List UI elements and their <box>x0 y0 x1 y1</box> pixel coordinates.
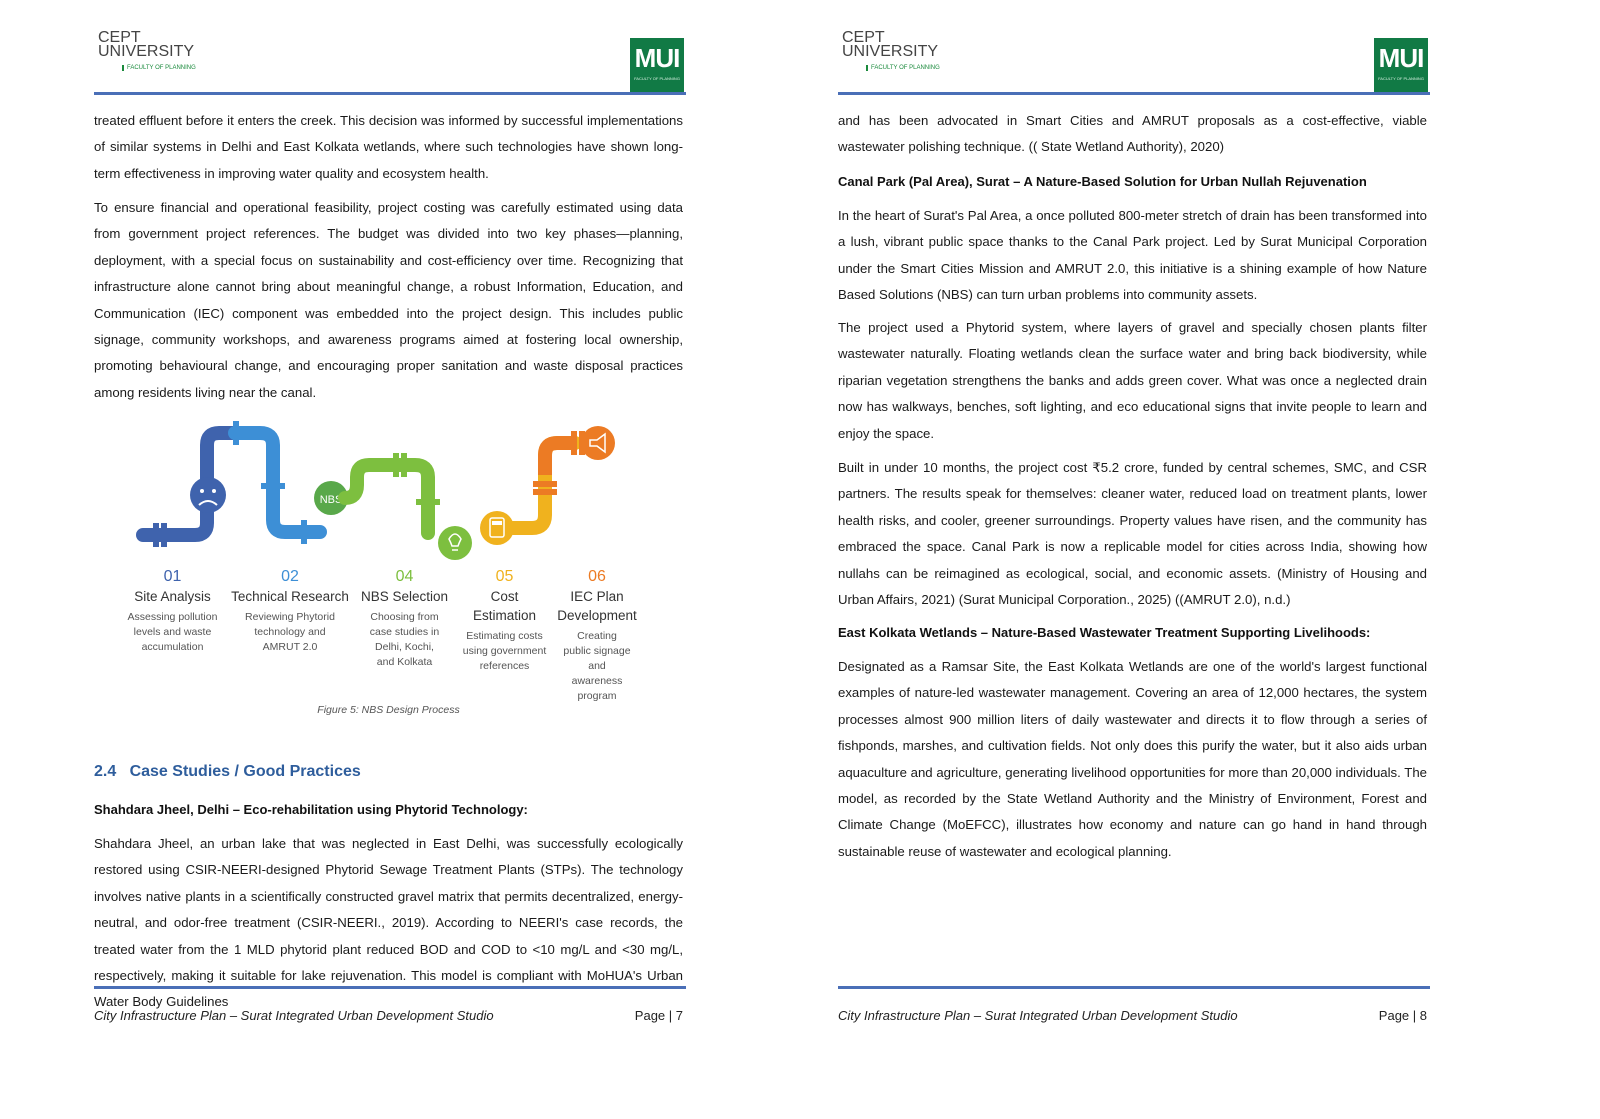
paragraph-canal-1: In the heart of Surat's Pal Area, a once polluted 800-meter stretch of drain has been transformed into a lush, vibrant public space thanks to the Canal Park project. Led by Surat Municipal Corporation under the Smart Cities Mission and AMRUT 2.0, this initiative is a shining example of how Nature Based Solutions (NBS) can turn urban problems into community assets. <box>838 208 1427 303</box>
paragraph-costing: To ensure financial and operational feasibility, project costing was carefully estimated using data from government project references. The budget was divided into two key phases—planning, deployment, with a special focus on sustainability and cost-efficiency over time. Recognizing that infrastructure alone cannot bring about meaningful change, a robust Information, Education, and Communication (IEC) component was embedded into the project design. This includes public signage, community workshops, and awareness programs aimed at fostering local ownership, promoting behavioural change, and encouraging proper sanitation and waste disposal practices among residents living near the canal. <box>94 200 683 400</box>
paragraph-canal-2: The project used a Phytorid system, where layers of gravel and specially chosen plants filter wastewater naturally. Floating wetlands clean the surface water and bring back biodiversity, while riparian vegetation strengthens the banks and adds green cover. What was once a neglected drain now has walkways, benches, soft lighting, and eco educational signs that invite people to learn and enjoy the space. <box>838 320 1427 441</box>
pipe-joint-9 <box>533 481 557 487</box>
paragraph-kolkata: Designated as a Ramsar Site, the East Kolkata Wetlands are one of the world's largest functional examples of nature-led wastewater management. Covering an area of 12,000 hectares, the system processes almost 900 million liters of daily wastewater and directs it to flow through a series of fishponds, marshes, and cultivation fields. Not only does this purify the water, but it also aids urban aquaculture and agriculture, generating livelihood opportunities for more than 20,000 individuals. The model, as recorded by the State Wetland Authority and the Ministry of Environment, Forest and Climate Change (MoEFCC), illustrates how economy and nature can go hand in hand through sustainable reuse of wastewater and ecological planning. <box>838 659 1427 859</box>
step-01: 01 Site Analysis Assessing pollution levels and waste accumulation <box>127 568 218 653</box>
page-number: Page | 8 <box>1378 1008 1427 1023</box>
pipeline-graphic <box>95 415 665 575</box>
figure-caption: Figure 5: NBS Design Process <box>317 704 460 716</box>
step-04: 04 NBS Selection Choosing from case studies in Delhi, Kochi, and Kolkata <box>360 568 449 668</box>
pipe-joint-5 <box>301 520 307 544</box>
step-06: 06 IEC Plan Development Creating public signage and awareness program <box>557 568 637 702</box>
sad-face-icon <box>190 477 226 513</box>
nbs-design-process-diagram <box>95 415 665 705</box>
paragraph-intro: and has been advocated in Smart Cities and AMRUT proposals as a cost-effective, viable wastewater polishing technique. (( State Wetland Authority), 2020) <box>838 113 1427 155</box>
paragraph-canal-3: Built in under 10 months, the project cost ₹5.2 crore, funded by central schemes, SMC, and CSR partners. The results speak for themselves: cleaner water, reduced load on treatment plants, lower health risks, and cooler, greener surroundings. Property values have risen, and the community has embraced the space. Canal Park is now a replicable model for cities across India, showing how nullahs can be reimagined as ecological, social, and economic assets. (Ministry of Housing and Urban Affairs, 2021) (Surat Municipal Corporation., 2025) ((AMRUT 2.0), n.d.) <box>838 460 1427 608</box>
case-heading-kolkata: East Kolkata Wetlands – Nature-Based Wastewater Treatment Supporting Livelihoods: <box>838 625 1371 640</box>
pipe-joint-8 <box>416 499 440 505</box>
pipe-joint-1 <box>153 523 159 547</box>
mui-logo: MUI FACULTY OF PLANNING <box>1374 38 1428 92</box>
paragraph-effluent: treated effluent before it enters the creek. This decision was informed by successful implementations of similar systems in Delhi and East Kolkata wetlands, where such technologies have shown long-term effectiveness in improving water quality and ecosystem health. <box>94 113 683 181</box>
step-05: 05 Cost Estimation Estimating costs using government references <box>462 568 547 672</box>
pipe-joint-6 <box>393 453 399 477</box>
lightbulb-icon <box>438 526 472 560</box>
section-heading: 2.4 Case Studies / Good Practices <box>94 763 361 780</box>
pipe-joint-3 <box>233 421 239 445</box>
page-8 <box>760 0 1560 1119</box>
cept-university-logo: CEPT UNIVERSITY FACULTY OF PLANNING <box>842 29 940 71</box>
pipe-segment-3 <box>345 465 428 533</box>
nbs-badge-text: NBS <box>319 494 343 506</box>
header-rule <box>838 92 1430 95</box>
paragraph-shahdara: Shahdara Jheel, an urban lake that was neglected in East Delhi, was successfully ecologically restored using CSIR-NEERI-designed Phytorid Sewage Treatment Plants (STPs). The technology involves native plants in a scientifically constructed gravel matrix that permits decentralized, energy-neutral, and odor-free treatment (CSIR-NEERI., 2019). According to NEERI's case records, the treated water from the 1 MLD phytorid plant reduced BOD and COD to <10 mg/L and <30 mg/L, respectively, making it suitable for lake rejuvenation. This model is compliant with MoHUA's Urban Water Body Guidelines <box>94 836 683 1010</box>
pipe-joint-11 <box>571 431 577 455</box>
header-rule <box>94 92 686 95</box>
footer-title: City Infrastructure Plan – Surat Integrated Urban Development Studio <box>94 1008 494 1023</box>
pipe-joint-2 <box>161 523 167 547</box>
megaphone-icon <box>581 426 615 460</box>
case-heading-shahdara: Shahdara Jheel, Delhi – Eco-rehabilitation using Phytorid Technology: <box>94 802 528 817</box>
pipe-joint-10 <box>533 489 557 495</box>
page-number: Page | 7 <box>634 1008 683 1023</box>
pipe-joint-4 <box>261 483 285 489</box>
footer-title: City Infrastructure Plan – Surat Integrated Urban Development Studio <box>838 1008 1238 1023</box>
pipe-segment-5 <box>545 443 575 475</box>
case-heading-canal-park: Canal Park (Pal Area), Surat – A Nature-Based Solution for Urban Nullah Rejuvenation <box>838 174 1367 189</box>
mui-logo: MUI FACULTY OF PLANNING <box>630 38 684 92</box>
pipe-segment-2 <box>235 433 320 532</box>
cept-university-logo: CEPT UNIVERSITY FACULTY OF PLANNING <box>98 29 196 71</box>
pipe-joint-7 <box>401 453 407 477</box>
footer-rule <box>94 986 686 989</box>
footer-rule <box>838 986 1430 989</box>
step-02: 02 Technical Research Reviewing Phytorid technology and AMRUT 2.0 <box>231 568 349 653</box>
